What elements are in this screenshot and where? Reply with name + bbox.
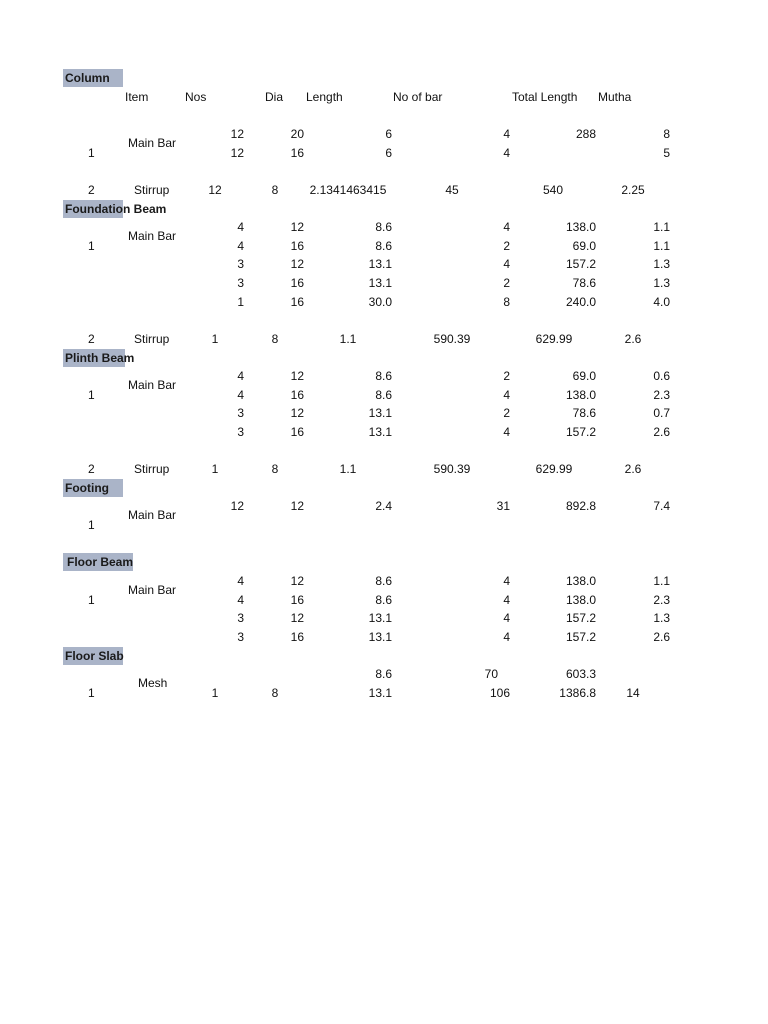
cell-nos: 1 [211,462,219,476]
header-nos: Nos [185,90,207,104]
row-index: 1 [88,593,95,607]
section-title-footing: Footing [63,479,123,497]
cell-mutha: 4.0 [653,295,670,309]
row-index: 1 [88,686,95,700]
cell-mutha: 0.7 [653,406,670,420]
cell-mutha: 2.6 [624,462,642,476]
cell-no-of-bar: 4 [503,630,510,644]
cell-nos: 3 [237,630,244,644]
row-item-label: Mesh [138,676,168,690]
cell-total-length [530,146,596,161]
cell-total-length: 138.0 [565,388,596,402]
header-total-length: Total Length [512,90,578,104]
cell-dia: 12 [290,369,304,383]
cell-dia: 20 [290,127,304,141]
row-index: 1 [88,146,95,160]
cell-total-length: 157.2 [565,630,596,644]
cell-mutha: 7.4 [653,499,670,513]
cell-mutha: 2.3 [653,388,670,402]
cell-nos: 3 [237,406,244,420]
cell-dia: 16 [290,295,304,309]
cell-total-length: 1386.8 [559,686,596,700]
cell-no-of-bar: 4 [503,388,510,402]
cell-nos: 3 [237,276,244,290]
cell-dia: 12 [290,220,304,234]
cell-no-of-bar: 2 [503,406,510,420]
cell-mutha: 2.3 [653,593,670,607]
cell-length: 2.1341463415 [309,183,387,197]
cell-nos: 4 [237,239,244,253]
row-index: 1 [88,239,95,253]
row-index: 1 [88,388,95,402]
header-length: Length [306,90,343,104]
cell-nos: 4 [237,593,244,607]
cell-dia: 12 [290,499,304,513]
cell-no-of-bar: 590.39 [433,462,471,476]
cell-nos: 12 [230,127,244,141]
cell-dia: 16 [290,388,304,402]
cell-length: 8.6 [375,574,392,588]
cell-mutha: 2.6 [653,425,670,439]
cell-dia: 16 [290,146,304,160]
cell-dia: 12 [290,406,304,420]
row-item-label: Stirrup [134,462,170,476]
cell-total-length: 629.99 [535,462,573,476]
cell-nos: 12 [230,499,244,513]
cell-dia: 8 [271,686,279,700]
cell-length: 8.6 [375,369,392,383]
row-index: 1 [88,518,95,532]
header-mutha: Mutha [598,90,632,104]
cell-no-of-bar: 4 [503,593,510,607]
cell-no-of-bar: 590.39 [433,332,471,346]
cell-mutha: 1.1 [653,239,670,253]
cell-no-of-bar: 4 [503,257,510,271]
cell-no-of-bar: 70 [484,667,498,681]
cell-total-length: 138.0 [565,593,596,607]
cell-total-length: 629.99 [535,332,573,346]
cell-total-length: 157.2 [565,611,596,625]
row-index: 2 [88,332,95,346]
cell-dia: 8 [271,332,279,346]
row-item-label: Stirrup [134,183,170,197]
cell-length: 1.1 [339,462,357,476]
cell-total-length: 540 [542,183,564,197]
cell-no-of-bar: 4 [503,127,510,141]
cell-total-length: 157.2 [565,425,596,439]
cell-total-length: 138.0 [565,220,596,234]
cell-dia: 16 [290,425,304,439]
cell-total-length: 240.0 [565,295,596,309]
cell-dia: 8 [271,183,279,197]
cell-length: 13.1 [368,630,392,644]
cell-dia: 12 [290,257,304,271]
section-title-plinth-beam: Plinth Beam [65,351,135,365]
cell-dia: 12 [290,611,304,625]
cell-total-length: 892.8 [565,499,596,513]
header-item: Item [125,90,149,104]
row-item-label: Stirrup [134,332,170,346]
cell-nos: 3 [237,257,244,271]
cell-nos: 3 [237,611,244,625]
cell-length: 13.1 [368,425,392,439]
cell-length: 8.6 [375,220,392,234]
cell-mutha: 1.3 [653,257,670,271]
cell-length: 6 [385,127,392,141]
cell-total-length: 288 [575,127,596,141]
row-item-label: Main Bar [128,508,177,522]
cell-length: 1.1 [339,332,357,346]
cell-length: 8.6 [375,667,392,681]
section-title-column: Column [63,69,123,87]
cell-mutha: 0.6 [653,369,670,383]
row-index: 2 [88,183,95,197]
cell-total-length: 69.0 [572,239,596,253]
cell-nos: 4 [237,574,244,588]
row-item-label: Main Bar [128,136,177,150]
cell-total-length: 138.0 [565,574,596,588]
cell-total-length: 69.0 [572,369,596,383]
cell-mutha: 5 [663,146,670,160]
header-no-of-bar: No of bar [393,90,443,104]
cell-mutha: 1.1 [653,574,670,588]
cell-no-of-bar: 106 [489,686,510,700]
row-index: 2 [88,462,95,476]
cell-mutha: 1.3 [653,276,670,290]
cell-no-of-bar: 4 [503,611,510,625]
cell-length: 13.1 [368,406,392,420]
cell-mutha: 1.1 [653,220,670,234]
cell-nos: 1 [237,295,244,309]
section-title-floor-slab: Floor Slab [65,649,124,663]
cell-length: 13.1 [368,257,392,271]
cell-nos: 4 [237,220,244,234]
cell-no-of-bar: 4 [503,220,510,234]
cell-length: 2.4 [375,499,392,513]
cell-no-of-bar: 45 [445,183,459,197]
cell-no-of-bar: 2 [503,276,510,290]
section-title-foundation-beam: Foundation Beam [65,202,167,216]
cell-length: 13.1 [368,276,392,290]
row-item-label: Main Bar [128,229,177,243]
cell-length: 6 [385,146,392,160]
cell-dia: 8 [271,462,279,476]
cell-mutha: 2.6 [624,332,642,346]
header-dia: Dia [265,90,284,104]
cell-length: 8.6 [375,388,392,402]
cell-nos: 1 [211,686,219,700]
section-title-floor-beam: Floor Beam [63,553,133,571]
cell-total-length: 78.6 [572,406,596,420]
cell-total-length: 78.6 [572,276,596,290]
cell-no-of-bar: 4 [503,574,510,588]
row-item-label: Main Bar [128,378,177,392]
cell-dia: 16 [290,239,304,253]
cell-dia: 16 [290,276,304,290]
cell-total-length: 157.2 [565,257,596,271]
cell-mutha: 8 [663,127,670,141]
cell-nos: 4 [237,369,244,383]
cell-dia: 16 [290,593,304,607]
cell-no-of-bar: 2 [503,239,510,253]
cell-length: 8.6 [375,593,392,607]
cell-length: 13.1 [368,611,392,625]
cell-no-of-bar: 31 [496,499,510,513]
cell-no-of-bar: 8 [503,295,510,309]
cell-nos: 1 [211,332,219,346]
cell-nos: 3 [237,425,244,439]
cell-no-of-bar: 2 [503,369,510,383]
cell-dia: 12 [290,574,304,588]
cell-mutha: 1.3 [653,611,670,625]
cell-no-of-bar: 4 [503,425,510,439]
cell-length: 30.0 [368,295,392,309]
cell-nos: 4 [237,388,244,402]
row-item-label: Main Bar [128,583,177,597]
cell-length: 13.1 [368,686,392,700]
cell-nos: 12 [208,183,222,197]
cell-mutha: 2.25 [621,183,645,197]
cell-no-of-bar: 4 [503,146,510,160]
cell-mutha: 2.6 [653,630,670,644]
cell-mutha: 14 [626,686,640,700]
cell-dia: 16 [290,630,304,644]
cell-nos: 12 [230,146,244,160]
cell-length: 8.6 [375,239,392,253]
cell-total-length: 603.3 [565,667,596,681]
